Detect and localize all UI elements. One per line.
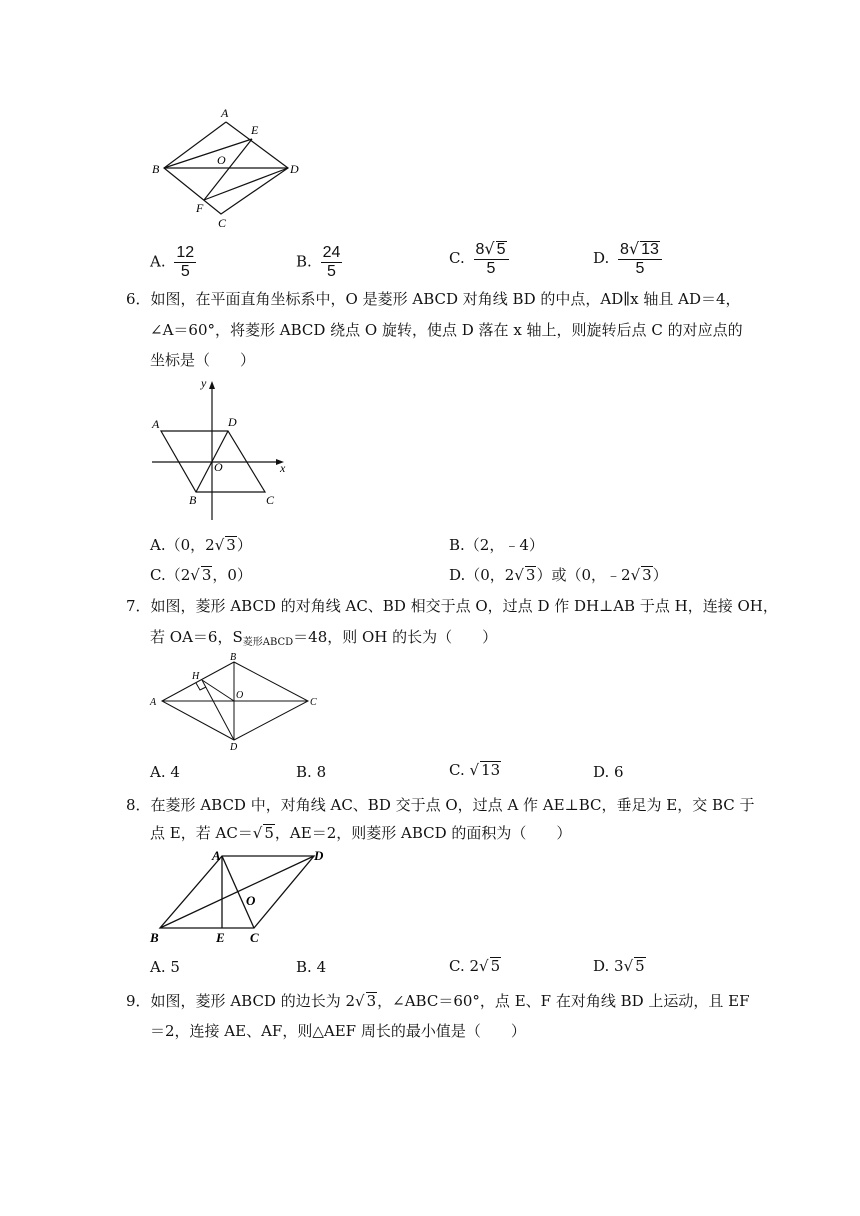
denominator: 5 <box>635 260 645 277</box>
question-text: ＝48，则 OH 的长为（ ） <box>293 628 498 646</box>
option-text: （0，2 <box>165 536 215 554</box>
numerator: 24 <box>322 244 341 261</box>
question-number: 8． <box>126 796 151 814</box>
q8-line-1 <box>126 794 755 815</box>
q8-line-2: 点 E，若 AC＝√ 5，AE＝2，则菱形 ABCD 的面积为（ ） <box>150 824 572 842</box>
q7-line-1 <box>126 595 778 616</box>
question-text: 若 OA＝6，S <box>150 628 243 646</box>
label-E: E <box>216 930 225 945</box>
option-text: ，0） <box>212 566 252 584</box>
label-B: B <box>189 493 197 507</box>
radicand: 3 <box>366 992 377 1010</box>
numerator: 8√ 13 <box>618 240 662 260</box>
figure-q8 <box>146 846 336 946</box>
label-H: H <box>192 671 200 682</box>
label-F: F <box>196 201 204 215</box>
label-E: E <box>251 123 259 137</box>
radicand: 13 <box>481 761 501 779</box>
option-text: 4 <box>170 763 180 781</box>
question-text: 如图，菱形 ABCD 的边长为 2 <box>150 992 356 1010</box>
q9-line-1: 9．如图，菱形 ABCD 的边长为 2√ 3，∠ABC＝60°，点 E、F 在对角线 BD 上运动，且 EF <box>126 992 750 1010</box>
coefficient: 2 <box>469 957 480 975</box>
option-text: 8 <box>316 763 327 781</box>
radicand: 5 <box>635 957 645 975</box>
q6-line-2: ∠A＝60°，将菱形 ABCD 绕点 O 旋转，使点 D 落在 x 轴上，则旋转后点 C 的对应点的 <box>150 321 743 339</box>
option-key: D. <box>449 566 466 584</box>
fraction <box>174 244 196 281</box>
numerator: 12 <box>176 244 195 261</box>
label-B: B <box>150 930 159 945</box>
q7-option-b[interactable] <box>296 763 326 781</box>
question-text: ，AE＝2，则菱形 ABCD 的面积为（ ） <box>274 824 572 842</box>
q6-option-a[interactable]: A.（0，2√ 3） <box>150 536 252 554</box>
option-key: B. <box>296 958 312 976</box>
label-O: O <box>217 153 226 167</box>
option-text: ）或（0，﹣2 <box>536 566 631 584</box>
label-O: O <box>236 690 244 701</box>
radicand: 3 <box>642 566 652 584</box>
q7-option-c[interactable]: C. √ 13 <box>449 761 501 779</box>
label-A: A <box>221 106 229 120</box>
label-C: C <box>218 216 227 230</box>
option-key: B. <box>296 763 312 781</box>
q6-option-b[interactable] <box>449 534 544 555</box>
radicand: 13 <box>641 241 659 258</box>
q5-option-a[interactable] <box>150 244 196 281</box>
q5-option-d[interactable] <box>593 240 662 278</box>
label-x: x <box>280 461 286 475</box>
fraction <box>321 244 343 281</box>
denominator: 5 <box>327 263 336 280</box>
subscript: 菱形ABCD <box>242 637 294 648</box>
option-key: B. <box>296 252 312 271</box>
segment-oh <box>202 680 234 701</box>
label-A: A <box>212 848 221 863</box>
question-text: 如图，在平面直角坐标系中，O 是菱形 ABCD 对角线 BD 的中点，AD∥x 轴且 AD＝4， <box>150 290 741 308</box>
option-key: D. <box>593 763 610 781</box>
q7-option-a[interactable] <box>150 763 180 781</box>
q6-line-3: 坐标是（ ） <box>150 351 256 369</box>
label-A: A <box>152 417 160 431</box>
coefficient: 8 <box>475 241 485 258</box>
label-C: C <box>266 493 275 507</box>
q6-option-c[interactable]: C.（2√ 3，0） <box>150 566 252 584</box>
option-key: A. <box>150 763 166 781</box>
q5-option-b[interactable] <box>296 244 342 281</box>
q6-option-d[interactable]: D.（0，2√ 3）或（0，﹣2√ 3） <box>449 566 668 584</box>
option-text: 6 <box>614 763 624 781</box>
q8-option-a[interactable] <box>150 958 180 976</box>
segment-be <box>164 139 252 168</box>
option-text: ） <box>236 536 252 554</box>
label-D: D <box>230 742 238 752</box>
option-text: （0，2 <box>465 566 515 584</box>
radicand: 3 <box>201 566 212 584</box>
option-key: C. <box>449 761 465 779</box>
option-text: 4 <box>316 958 327 976</box>
question-text: ，∠ABC＝60°，点 E、F 在对角线 BD 上运动，且 EF <box>377 992 750 1010</box>
q6-line-1 <box>126 288 741 309</box>
option-text: （2 <box>165 566 191 584</box>
option-key: D. <box>593 249 610 267</box>
option-key: C. <box>449 249 465 267</box>
figure-q5 <box>148 100 308 235</box>
q7-line-2 <box>150 626 497 648</box>
label-C: C <box>250 930 259 945</box>
label-D: D <box>228 415 237 429</box>
figure-q6 <box>148 375 298 525</box>
label-D: D <box>314 848 324 863</box>
label-y: y <box>201 376 207 390</box>
figure-q7 <box>148 652 323 752</box>
diagonal-bd <box>160 856 314 928</box>
option-key: D. <box>593 957 610 975</box>
label-C: C <box>310 697 317 708</box>
coefficient: 3 <box>614 957 624 975</box>
denominator: 5 <box>486 260 496 277</box>
option-text: ） <box>652 566 668 584</box>
q5-option-c[interactable] <box>449 240 509 278</box>
q9-line-2: ＝2，连接 AE、AF，则△AEF 周长的最小值是（ ） <box>150 1022 526 1040</box>
label-B: B <box>230 652 237 663</box>
radicand: 5 <box>264 824 274 842</box>
option-key: C. <box>150 566 166 584</box>
option-key: A. <box>150 958 166 976</box>
numerator: 8√ 5 <box>474 240 509 260</box>
radicand: 3 <box>226 536 236 554</box>
question-number: 9． <box>126 992 151 1010</box>
question-text: 如图，菱形 ABCD 的对角线 AC、BD 相交于点 O，过点 D 作 DH⊥AB 于点 H，连接 OH， <box>150 597 778 615</box>
fraction <box>618 240 662 278</box>
option-key: B. <box>449 536 465 554</box>
coefficient: 8 <box>620 241 629 258</box>
denominator: 5 <box>180 263 190 280</box>
fraction <box>474 240 509 278</box>
radicand: 5 <box>496 241 506 258</box>
q8-option-b[interactable] <box>296 958 326 976</box>
radicand: 3 <box>525 566 536 584</box>
label-A: A <box>150 697 157 708</box>
label-D: D <box>290 162 299 176</box>
option-key: A. <box>150 536 166 554</box>
label-O: O <box>246 893 256 908</box>
question-number: 6． <box>126 290 151 308</box>
option-text: （2，﹣4） <box>464 536 544 554</box>
option-key: C. <box>449 957 465 975</box>
question-text: 在菱形 ABCD 中，对角线 AC、BD 交于点 O，过点 A 作 AE⊥BC，垂足为 E，交 BC 于 <box>150 796 755 814</box>
q8-option-d[interactable]: D. 3√ 5 <box>593 957 645 975</box>
question-number: 7． <box>126 597 151 615</box>
label-B: B <box>152 162 160 176</box>
radicand: 5 <box>490 957 501 975</box>
question-text: 点 E，若 AC＝ <box>150 824 253 842</box>
q8-option-c[interactable]: C. 2√ 5 <box>449 957 501 975</box>
label-O: O <box>214 460 223 474</box>
option-text: 5 <box>170 958 180 976</box>
q7-option-d[interactable] <box>593 763 624 781</box>
option-key: A. <box>150 252 166 271</box>
